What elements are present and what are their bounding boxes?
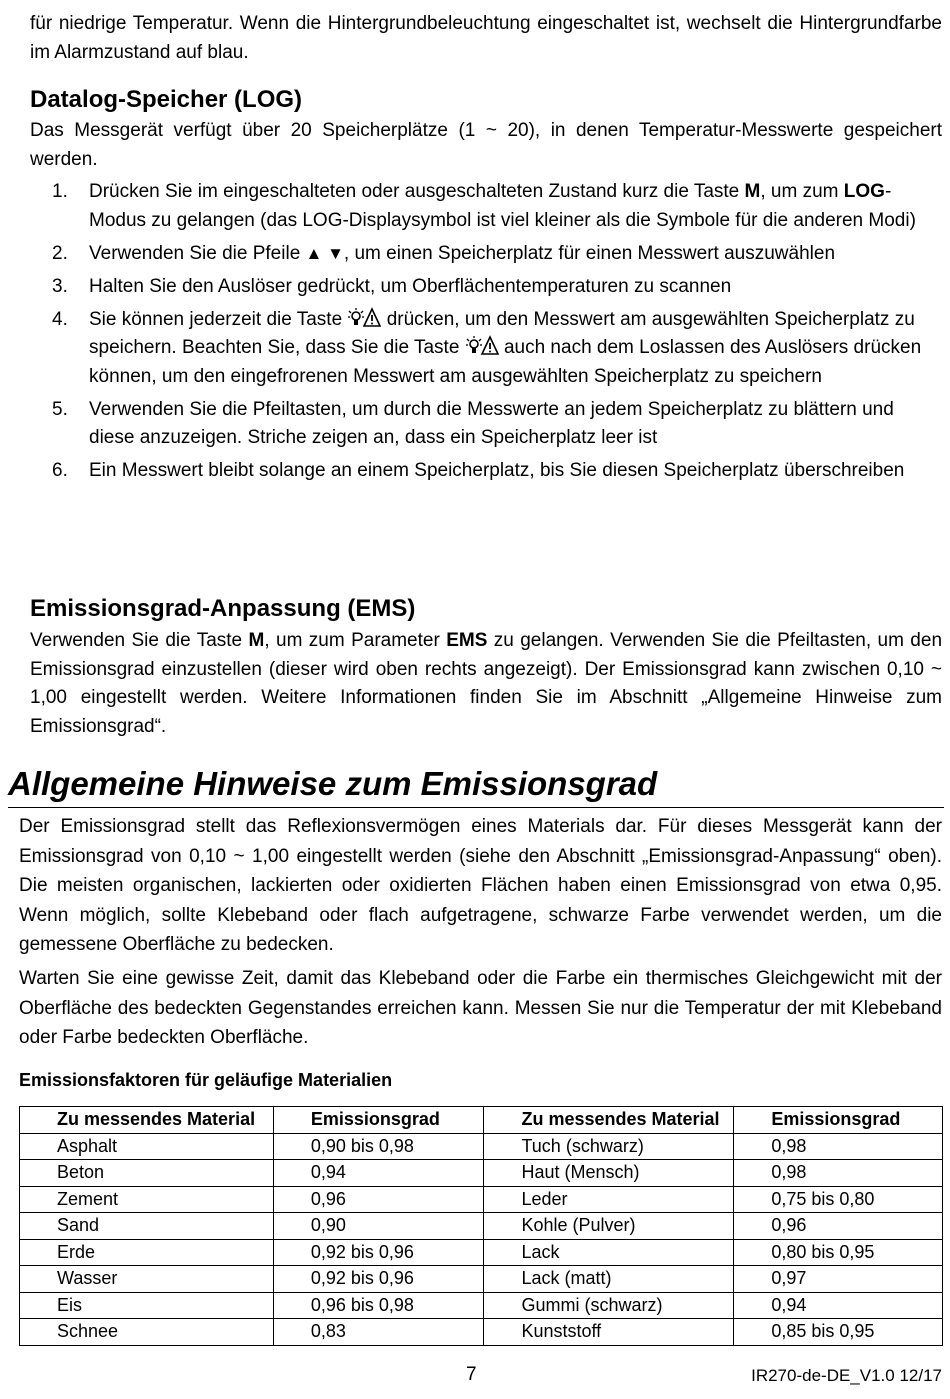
datalog-steps — [52, 178, 942, 490]
table-cell: Tuch (schwarz) — [484, 1133, 734, 1160]
step-number: 4. — [52, 308, 68, 330]
table-caption: Emissionsfaktoren für geläufige Materialien — [19, 1070, 393, 1090]
step-text: Drücken Sie im eingeschalteten oder ausgeschalteten Zustand kurz die Taste — [89, 181, 745, 202]
table-cell: 0,98 — [734, 1133, 943, 1160]
list-item — [52, 457, 942, 486]
table-cell: 0,94 — [734, 1292, 943, 1319]
intro-text: für niedrige Temperatur. Wenn die Hintergrundbeleuchtung eingeschaltet ist, wechselt die Hintergrundfarbe im Alarmzustand auf blau. — [30, 13, 942, 63]
table-cell: Asphalt — [20, 1133, 274, 1160]
backlight-alarm-key-icon — [347, 307, 381, 329]
datalog-heading: Datalog-Speicher (LOG) — [30, 86, 303, 113]
table-row — [20, 1133, 943, 1160]
step-text: Halten Sie den Auslöser gedrückt, um Oberflächentemperaturen zu scannen — [89, 275, 732, 297]
table-cell: 0,97 — [734, 1266, 943, 1293]
table-cell: 0,96 — [273, 1186, 484, 1213]
table-row — [20, 1292, 943, 1319]
table-cell: Eis — [20, 1292, 274, 1319]
table-cell: 0,94 — [273, 1160, 484, 1187]
table-cell: Erde — [20, 1239, 274, 1266]
list-item — [52, 273, 942, 302]
column-header-emissivity: Emissionsgrad — [734, 1107, 943, 1134]
column-header-material: Zu messendes Material — [484, 1107, 734, 1134]
table-cell: Gummi (schwarz) — [484, 1292, 734, 1319]
page-number: 7 — [466, 1364, 477, 1385]
table-cell: Lack — [484, 1239, 734, 1266]
list-item — [52, 396, 942, 453]
arrow-keys-icon: ▲ ▼ — [305, 243, 344, 263]
step-number: 3. — [52, 275, 68, 297]
step-text: Verwenden Sie die Pfeile — [89, 242, 306, 264]
table-cell: 0,80 bis 0,95 — [734, 1239, 943, 1266]
step-text: Verwenden Sie die Pfeiltasten, um durch die Messwerte an jedem Speicherplatz zu blättern und diese anzuzeigen. Striche zeigen an, dass ein Speicherplatz leer ist — [89, 398, 894, 448]
step-text: , um zum — [760, 181, 844, 202]
log-label: LOG — [843, 181, 885, 202]
step-text: auch nach dem Loslassen des Auslösers drücken können, um den eingefrorenen Messwert am ausgewählten Speicherplatz zu speichern — [89, 337, 922, 387]
general-paragraph-2: Warten Sie eine gewisse Zeit, damit das Klebeband oder die Farbe ein thermisches Gleichgewicht mit der Oberfläche des bedeckten Gegenstandes erreichen kann. Messen Sie nur die Temperatur der mit Klebeband oder Farbe bedeckten Oberfläche. — [19, 968, 942, 1048]
table-cell: Zement — [20, 1186, 274, 1213]
table-row — [20, 1266, 943, 1293]
table-cell: 0,90 bis 0,98 — [273, 1133, 484, 1160]
table-cell: 0,96 bis 0,98 — [273, 1292, 484, 1319]
emissivity-table — [19, 1106, 943, 1346]
backlight-alarm-key-icon — [465, 335, 499, 357]
table-cell: 0,92 bis 0,96 — [273, 1266, 484, 1293]
step-number: 6. — [52, 460, 68, 481]
step-text: , um einen Speicherplatz für einen Messwert auszuwählen — [343, 242, 836, 264]
step-text: Sie können jederzeit die Taste — [89, 308, 348, 330]
ems-label: EMS — [446, 630, 488, 651]
key-m: M — [744, 181, 761, 202]
table-cell: Sand — [20, 1213, 274, 1240]
step-number: 5. — [52, 398, 68, 420]
table-cell: 0,90 — [273, 1213, 484, 1240]
column-header-emissivity: Emissionsgrad — [273, 1107, 484, 1134]
table-cell: Lack (matt) — [484, 1266, 734, 1293]
step-number: 1. — [52, 181, 68, 202]
table-cell: Schnee — [20, 1319, 274, 1346]
table-cell: Haut (Mensch) — [484, 1160, 734, 1187]
column-header-material: Zu messendes Material — [20, 1107, 274, 1134]
ems-heading: Emissionsgrad-Anpassung (EMS) — [30, 595, 416, 622]
table-cell: 0,75 bis 0,80 — [734, 1186, 943, 1213]
key-m: M — [248, 630, 265, 651]
table-row — [20, 1160, 943, 1187]
ems-text: Verwenden Sie die Taste M, um zum Parameter EMS zu gelangen. Verwenden Sie die Pfeiltasten, um den Emissionsgrad einzustellen (dieser wird oben rechts angezeigt). Der Emissionsgrad kann zwischen 0,10 ~ 1,00 eingestellt werden. Weitere Informationen finden Sie im Abschnitt „Allgemeine Hinweise zum Emissionsgrad“. — [30, 630, 943, 737]
table-cell: Leder — [484, 1186, 734, 1213]
table-cell: Kunststoff — [484, 1319, 734, 1346]
general-heading: Allgemeine Hinweise zum Emissionsgrad — [8, 765, 944, 808]
table-cell: Kohle (Pulver) — [484, 1213, 734, 1240]
table-row — [20, 1213, 943, 1240]
table-cell: 0,96 — [734, 1213, 943, 1240]
table-header-row — [20, 1107, 943, 1134]
step-number: 2. — [52, 242, 68, 264]
step-text: drücken, um den Messwert am ausgewählten Speicherplatz zu speichern. Beachten Sie, dass Sie die Taste — [89, 308, 915, 358]
list-item — [52, 240, 942, 269]
datalog-intro: Das Messgerät verfügt über 20 Speicherplätze (1 ~ 20), in denen Temperatur-Messwerte gespeichert werden. — [30, 120, 942, 170]
document-id: IR270-de-DE_V1.0 12/17 — [751, 1366, 942, 1385]
step-text: Ein Messwert bleibt solange an einem Speicherplatz, bis Sie diesen Speicherplatz überschreiben — [89, 460, 905, 481]
table-cell: 0,85 bis 0,95 — [734, 1319, 943, 1346]
general-paragraph-1: Der Emissionsgrad stellt das Reflexionsvermögen eines Materials dar. Für dieses Messgerät kann der Emissionsgrad von 0,10 ~ 1,00 eingestellt werden (siehe den Abschnitt „Emissionsgrad-Anpassung“ oben). Die meisten organischen, lackierten oder oxidierten Flächen haben einen Emissionsgrad von etwa 0,95. Wenn möglich, sollte Klebeband oder flach aufgetragene, schwarze Farbe verwendet werden, um die gemessene Oberfläche zu bedecken. — [19, 816, 942, 955]
list-item — [52, 306, 942, 392]
table-row — [20, 1319, 943, 1346]
table-cell: 0,83 — [273, 1319, 484, 1346]
table-cell: 0,92 bis 0,96 — [273, 1239, 484, 1266]
table-row — [20, 1239, 943, 1266]
table-cell: 0,98 — [734, 1160, 943, 1187]
table-cell: Wasser — [20, 1266, 274, 1293]
table-cell: Beton — [20, 1160, 274, 1187]
step-text: -Modus zu gelangen (das LOG-Displaysymbol ist viel kleiner als die Symbole für die anderen Modi) — [89, 181, 916, 231]
list-item — [52, 178, 942, 235]
table-row — [20, 1186, 943, 1213]
